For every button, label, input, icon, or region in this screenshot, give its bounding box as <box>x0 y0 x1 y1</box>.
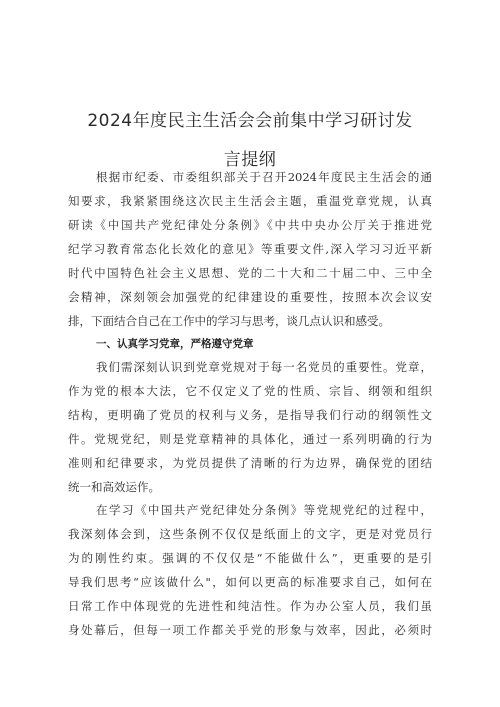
paragraph-line: 作为党的根本大法，它不仅定义了党的性质、宗旨、纲领和组织 <box>68 384 432 398</box>
paragraph-line: 在学习《中国共产党纪律处分条例》等党规党纪的过程中， <box>96 503 432 517</box>
paragraph-line: 我们需深刻认识到党章党规对于每一名党员的重要性。党章， <box>96 360 432 374</box>
document-title-line-1: 2024年度民主生活会会前集中学习研讨发 <box>87 111 413 131</box>
intro-line: 时代中国特色社会主义思想、党的二十大和二十届二中、三中全 <box>68 266 432 280</box>
intro-line: 会精神，深刻领会加强党的纪律建设的重要性，按照本次会议安 <box>68 290 432 304</box>
paragraph-line: 我深刻体会到，这些条例不仅仅是纸面上的文字，更是对党员行 <box>68 527 432 541</box>
intro-line: 排，下面结合自己在工作中的学习与思考，谈几点认识和感受。 <box>68 314 390 328</box>
paragraph-line: 为的刚性约束。强调的不仅仅是“不能做什么”，更重要的是引 <box>68 551 432 565</box>
paragraph-line: 结构，更明确了党员的权利与义务，是指导我们行动的纲领性文 <box>68 408 432 422</box>
intro-line: 纪学习教育常态化长效化的意见》等重要文件,深入学习习近平新 <box>68 242 432 256</box>
paragraph-line: 统一和高效运作。 <box>68 480 160 494</box>
paragraph-line: 导我们思考“应该做什么"，如何以更高的标准要求自己，如何在 <box>68 575 432 589</box>
section-heading: 一、认真学习党章，严格遵守党章 <box>96 338 254 350</box>
intro-line: 根据市纪委、市委组织部关于召开2024年度民主生活会的通 <box>96 170 432 184</box>
paragraph-line: 身处幕后，但每一项工作都关乎党的形象与效率，因此，必须时 <box>68 623 432 637</box>
paragraph-line: 日常工作中体现党的先进性和纯洁性。作为办公室人员，我们虽 <box>68 599 432 613</box>
paragraph-line: 准则和纪律要求，为党员提供了清晰的行为边界，确保党的团结 <box>68 456 432 470</box>
document-title-line-2: 言提纲 <box>223 150 277 170</box>
intro-line: 知要求，我紧紧围绕这次民主生活会主题，重温党章党规，认真 <box>68 194 432 208</box>
intro-line: 研读《中国共产党纪律处分条例》《中共中央办公厅关于推进党 <box>68 218 432 232</box>
paragraph-line: 件。党规党纪，则是党章精神的具体化，通过一系列明确的行为 <box>68 432 432 446</box>
